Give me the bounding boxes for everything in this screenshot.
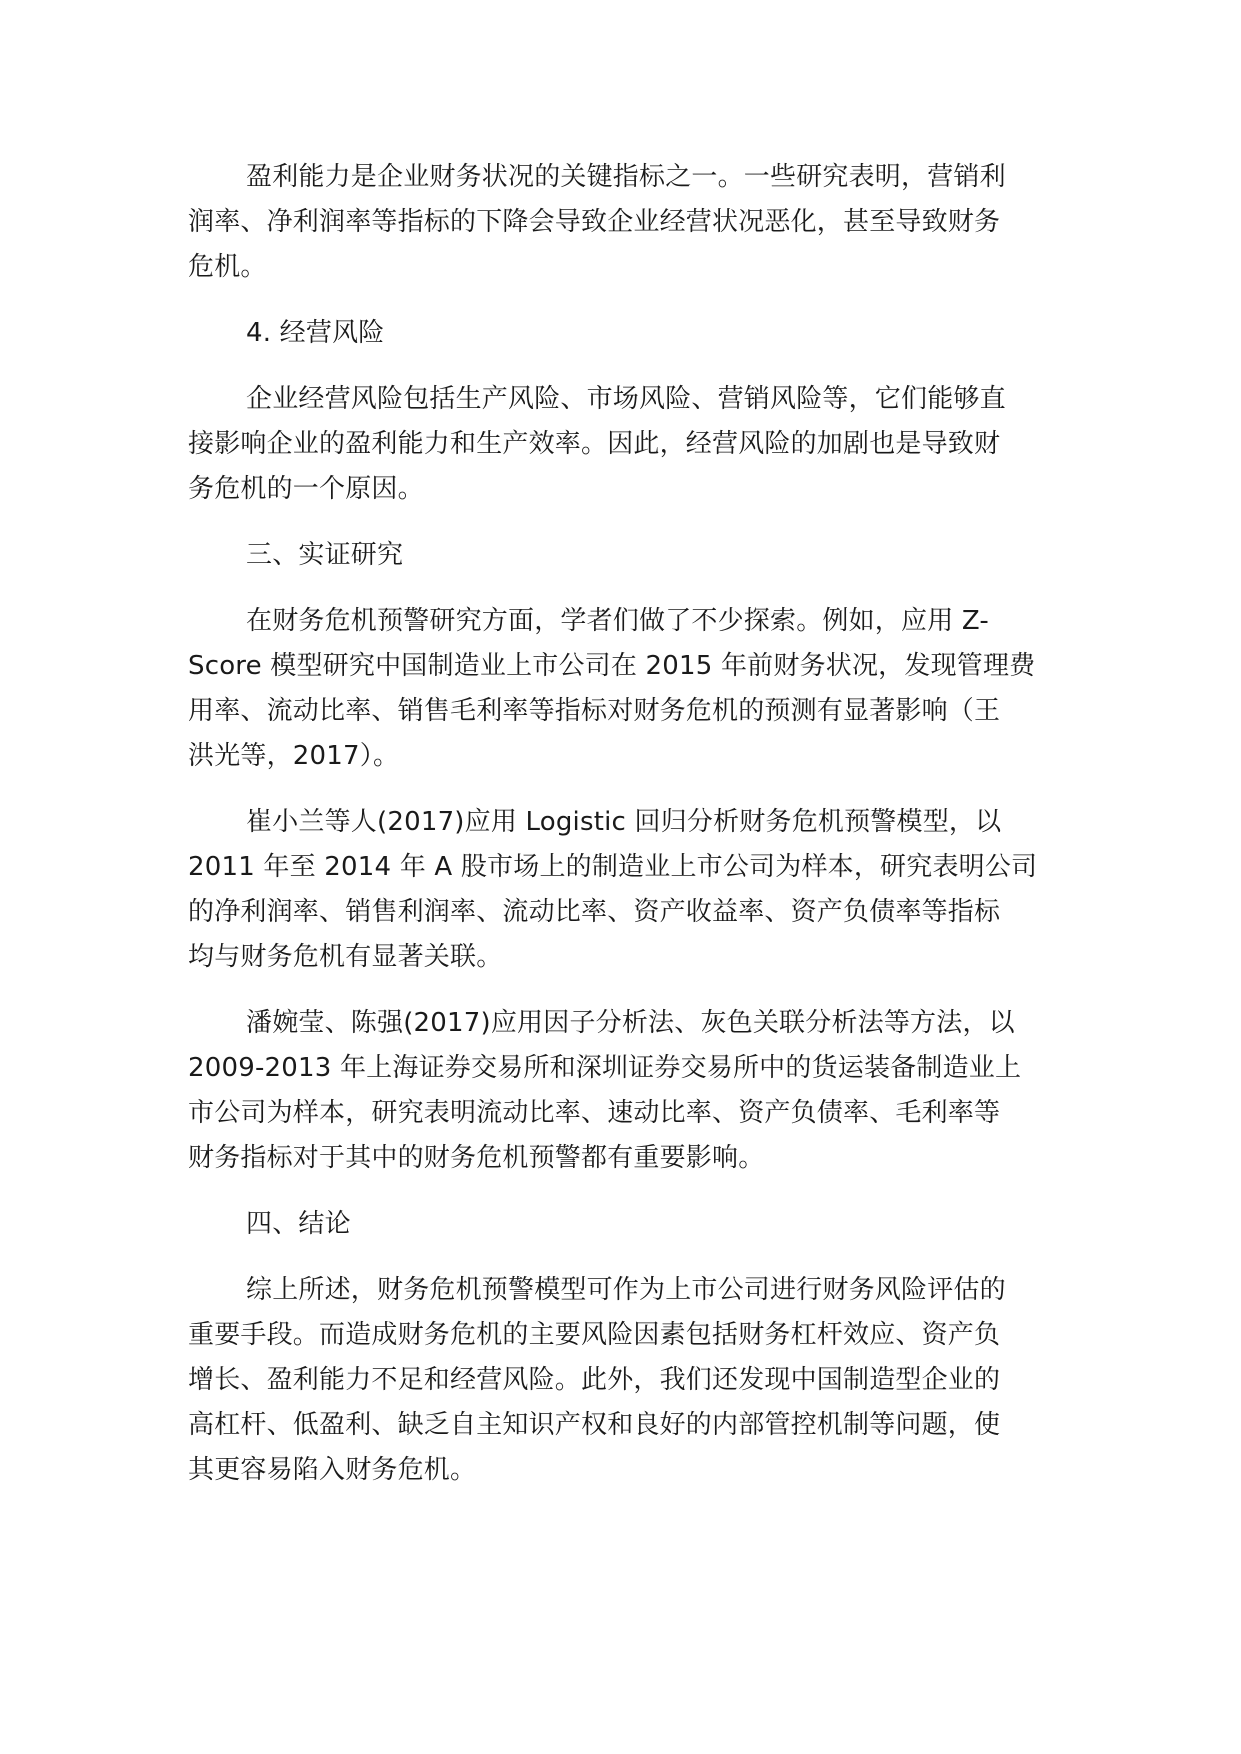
text-line: 均与财务危机有显著关联。	[188, 942, 503, 972]
heading-empirical-research	[188, 533, 1046, 578]
text-line: 的净利润率、销售利润率、流动比率、资产收益率、资产负债率等指标	[188, 897, 1001, 927]
paragraph-factor-analysis-study	[188, 1001, 1046, 1181]
text-line: 高杠杆、低盈利、缺乏自主知识产权和良好的内部管控机制等问题，使	[188, 1410, 1001, 1440]
paragraph-zscore-study	[188, 599, 1046, 779]
paragraph-conclusion	[188, 1268, 1046, 1493]
text-line: 2009-2013 年上海证券交易所和深圳证券交易所中的货运装备制造业上	[188, 1053, 1022, 1083]
text-line: 重要手段。而造成财务危机的主要风险因素包括财务杠杆效应、资产负	[188, 1320, 1001, 1350]
section-heading: 四、结论	[246, 1209, 351, 1239]
text-line: 润率、净利润率等指标的下降会导致企业经营状况恶化，甚至导致财务	[188, 207, 1001, 237]
text-line: 在财务危机预警研究方面，学者们做了不少探索。例如，应用 Z-	[246, 606, 990, 636]
heading-operating-risk	[188, 311, 1046, 356]
text-line: 综上所述，财务危机预警模型可作为上市公司进行财务风险评估的	[246, 1275, 1006, 1305]
text-line: 其更容易陷入财务危机。	[188, 1455, 477, 1485]
paragraph-profitability	[188, 155, 1046, 290]
text-line: 2011 年至 2014 年 A 股市场上的制造业上市公司为样本，研究表明公司	[188, 852, 1038, 882]
text-line: 务危机的一个原因。	[188, 474, 424, 504]
text-line: 洪光等，2017）。	[188, 741, 400, 771]
text-line: 企业经营风险包括生产风险、市场风险、营销风险等，它们能够直	[246, 384, 1006, 414]
paragraph-operating-risk	[188, 377, 1046, 512]
paragraph-logistic-study	[188, 800, 1046, 980]
text-line: 崔小兰等人(2017)应用 Logistic 回归分析财务危机预警模型，以	[246, 807, 1002, 837]
heading-conclusion	[188, 1202, 1046, 1247]
text-line: 危机。	[188, 252, 267, 282]
text-line: 接影响企业的盈利能力和生产效率。因此，经营风险的加剧也是导致财	[188, 429, 1001, 459]
section-heading: 4. 经营风险	[246, 318, 385, 348]
text-line: 财务指标对于其中的财务危机预警都有重要影响。	[188, 1143, 765, 1173]
document-body	[188, 155, 1046, 1514]
text-line: 潘婉莹、陈强(2017)应用因子分析法、灰色关联分析法等方法，以	[246, 1008, 1015, 1038]
text-line: 市公司为样本，研究表明流动比率、速动比率、资产负债率、毛利率等	[188, 1098, 1001, 1128]
text-line: 用率、流动比率、销售毛利率等指标对财务危机的预测有显著影响（王	[188, 696, 1001, 726]
section-heading: 三、实证研究	[246, 540, 404, 570]
text-line: 增长、盈利能力不足和经营风险。此外，我们还发现中国制造型企业的	[188, 1365, 1001, 1395]
text-line: Score 模型研究中国制造业上市公司在 2015 年前财务状况，发现管理费	[188, 651, 1036, 681]
text-line: 盈利能力是企业财务状况的关键指标之一。一些研究表明，营销利	[246, 162, 1006, 192]
